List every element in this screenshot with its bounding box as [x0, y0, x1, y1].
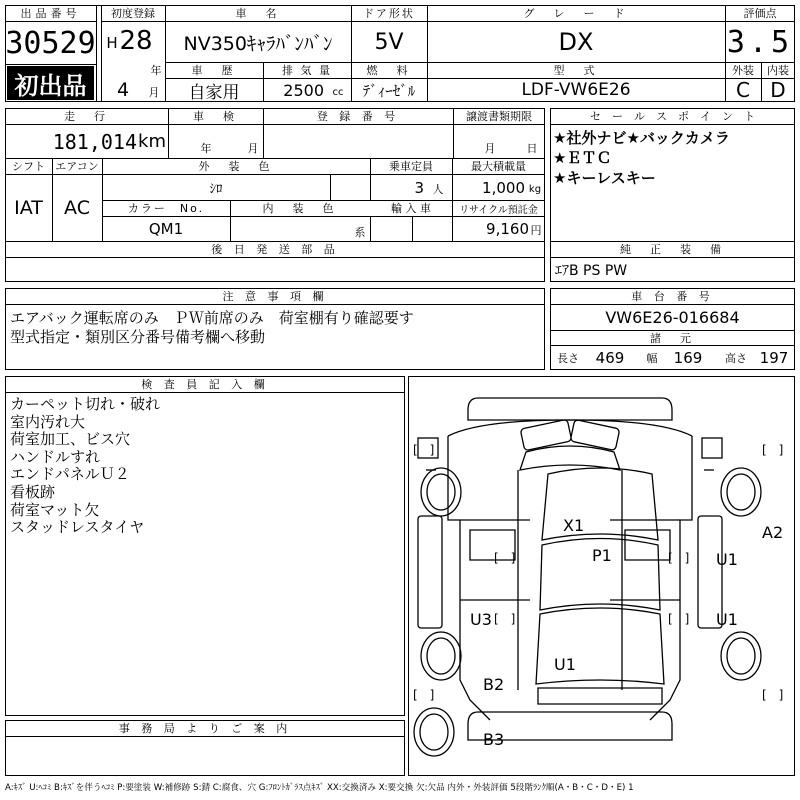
- equipment-label: 純 正 装 備: [620, 243, 725, 256]
- color-number-label: カラー No.: [127, 202, 205, 215]
- damage-mark: B3: [483, 730, 505, 749]
- displacement-unit: cc: [332, 86, 344, 98]
- recycle-label: リサイクル預託金: [459, 204, 538, 216]
- inspection-month-unit: 月: [247, 142, 259, 155]
- equipment-value: ｴｱB PS PW: [555, 262, 628, 279]
- displacement: 2500: [283, 80, 324, 100]
- height-label: 高さ: [725, 352, 747, 365]
- inspector-note: スタッドレスタイヤ: [10, 518, 145, 537]
- color-number: QM1: [148, 220, 184, 238]
- import-label: 輸 入 車: [391, 202, 431, 215]
- damage-mark: U3: [470, 610, 492, 629]
- later-parts-label: 後 日 発 送 部 品: [211, 243, 339, 256]
- recycle-deposit: 9,160: [486, 220, 529, 238]
- fuel: ﾃﾞｨｰｾﾞﾙ: [362, 81, 416, 100]
- fuel-label: 燃 料: [366, 64, 412, 77]
- registration-label: 登 録 番 号: [316, 110, 400, 123]
- door-label: ドア形状: [363, 7, 415, 20]
- note-line: 型式指定・類別区分番号備考欄へ移動: [10, 328, 266, 346]
- ac-label: エアコン: [55, 160, 99, 173]
- damage-mark: U1: [716, 550, 738, 569]
- inspector-note: エンドパネルＵ２: [10, 465, 130, 484]
- note-line: エアバック運転席のみ ＰＷ前席のみ 荷室棚有り確認要す: [10, 309, 414, 327]
- exterior-grade: C: [736, 79, 750, 101]
- blank-bracket: [ ]: [494, 612, 516, 626]
- inspector-note: 荷室マット欠: [10, 500, 100, 519]
- inspection-label: 車 検: [193, 110, 238, 123]
- sales-point-item: ★キーレスキー: [553, 169, 656, 187]
- sales-point-item: ★社外ナビ★バックカメラ: [553, 129, 730, 147]
- sales-points-label: セ ー ル ス ポ イ ン ト: [590, 110, 755, 123]
- dimensions-label: 諸 元: [650, 331, 695, 345]
- mileage: 181,014: [52, 129, 137, 154]
- length: 469: [595, 349, 625, 367]
- mileage-unit: km: [138, 131, 166, 152]
- interior-color-unit: 系: [354, 226, 366, 239]
- capacity-unit: 人: [432, 183, 444, 196]
- interior-grade: D: [770, 79, 786, 101]
- inspection-year-unit: 年: [200, 142, 212, 155]
- chassis-number: VW6E26-016684: [605, 308, 740, 327]
- model-code-label: 型 式: [553, 64, 599, 77]
- recycle-unit: 円: [530, 224, 542, 237]
- max-load-unit: kg: [528, 183, 542, 195]
- inspector-label: 検 査 員 記 入 欄: [141, 378, 269, 391]
- first-registration-month: 4: [116, 79, 130, 101]
- transfer-docs-label: 譲渡書類期限: [466, 110, 532, 123]
- history-label: 車 歴: [191, 64, 237, 77]
- inspector-note: 室内汚れ大: [10, 412, 86, 431]
- inspector-note: カーペット切れ・破れ: [10, 395, 161, 413]
- air-conditioner: AC: [64, 197, 90, 219]
- blank-bracket: [ ]: [494, 551, 516, 565]
- office-notice-label: 事 務 局 よ り ご 案 内: [118, 722, 292, 735]
- capacity: 3: [414, 178, 424, 197]
- grade: DX: [558, 28, 594, 56]
- inspector-note: 荷室加工、ビス穴: [10, 430, 131, 449]
- inspector-note: 看板跡: [10, 482, 56, 501]
- damage-mark: U1: [716, 610, 738, 629]
- model-code: LDF-VW6E26: [521, 80, 631, 100]
- damage-mark: X1: [563, 516, 585, 535]
- lot-number-label: 出品番号: [20, 7, 81, 20]
- width-label: 幅: [646, 352, 658, 365]
- grade-label: グ レ ー ド: [523, 7, 629, 20]
- shift-label: シフト: [12, 160, 45, 173]
- sales-point-item: ★ＥＴＣ: [553, 149, 612, 167]
- height: 197: [759, 349, 789, 367]
- first-registration-era: H: [106, 34, 118, 52]
- first-listing-badge: 初出品: [7, 66, 94, 100]
- notes-label: 注 意 事 項 欄: [222, 290, 328, 303]
- damage-mark: P1: [592, 546, 612, 565]
- damage-mark: A2: [762, 523, 784, 542]
- year-unit: 年: [150, 64, 162, 77]
- exterior-color: ｼﾛ: [209, 182, 223, 197]
- inspector-note: ハンドルすれ: [10, 447, 101, 466]
- capacity-label: 乗車定員: [389, 160, 433, 173]
- damage-mark: U1: [554, 655, 576, 674]
- blank-bracket: [ ]: [668, 612, 690, 626]
- mileage-label: 走 行: [64, 110, 109, 123]
- score-label: 評価点: [743, 7, 777, 20]
- blank-bracket: [ ]: [413, 443, 435, 457]
- first-registration-label: 初度登録: [111, 7, 155, 20]
- displacement-label: 排 気 量: [282, 64, 332, 77]
- blank-bracket: [ ]: [668, 551, 690, 565]
- chassis-number-label: 車 台 番 号: [631, 290, 714, 303]
- history: 自家用: [188, 82, 240, 101]
- exterior-grade-label: 外装: [732, 64, 754, 77]
- legend: A:ｷｽﾞ U:ﾍｺﾐ B:ｷｽﾞを伴うﾍｺﾐ P:要塗装 W:補修跡 S:錆 C:腐食、穴 G:ﾌﾛﾝﾄｶﾞﾗｽ点ｷｽﾞ XX:交換済み X:要交換 欠:欠品 内外・外装評価 5段階ﾗﾝｸ順(A・B・C・D・E) 1: [5, 783, 634, 793]
- door-type: 5V: [374, 29, 404, 55]
- max-load-label: 最大積載量: [471, 160, 526, 173]
- width: 169: [673, 349, 703, 367]
- max-load: 1,000: [482, 178, 525, 197]
- transfer-month-unit: 月: [484, 142, 496, 155]
- model-name-label: 車 名: [235, 7, 281, 20]
- first-registration-year: 28: [119, 26, 153, 56]
- length-label: 長さ: [557, 352, 579, 365]
- month-unit: 月: [148, 86, 160, 99]
- interior-grade-label: 内装: [767, 64, 789, 77]
- damage-mark: B2: [483, 675, 505, 694]
- transfer-day-unit: 日: [526, 142, 538, 155]
- exterior-color-label: 外 装 色: [198, 160, 274, 173]
- score: 3.5: [726, 24, 794, 60]
- shift: IAT: [14, 197, 43, 219]
- model-name: NV350ｷｬﾗﾊﾞﾝﾊﾞﾝ: [183, 32, 333, 55]
- blank-bracket: [ ]: [762, 443, 784, 457]
- interior-color-label: 内 装 色: [262, 202, 338, 215]
- blank-bracket: [ ]: [762, 688, 784, 702]
- lot-number: 30529: [5, 25, 96, 61]
- blank-bracket: [ ]: [413, 688, 435, 702]
